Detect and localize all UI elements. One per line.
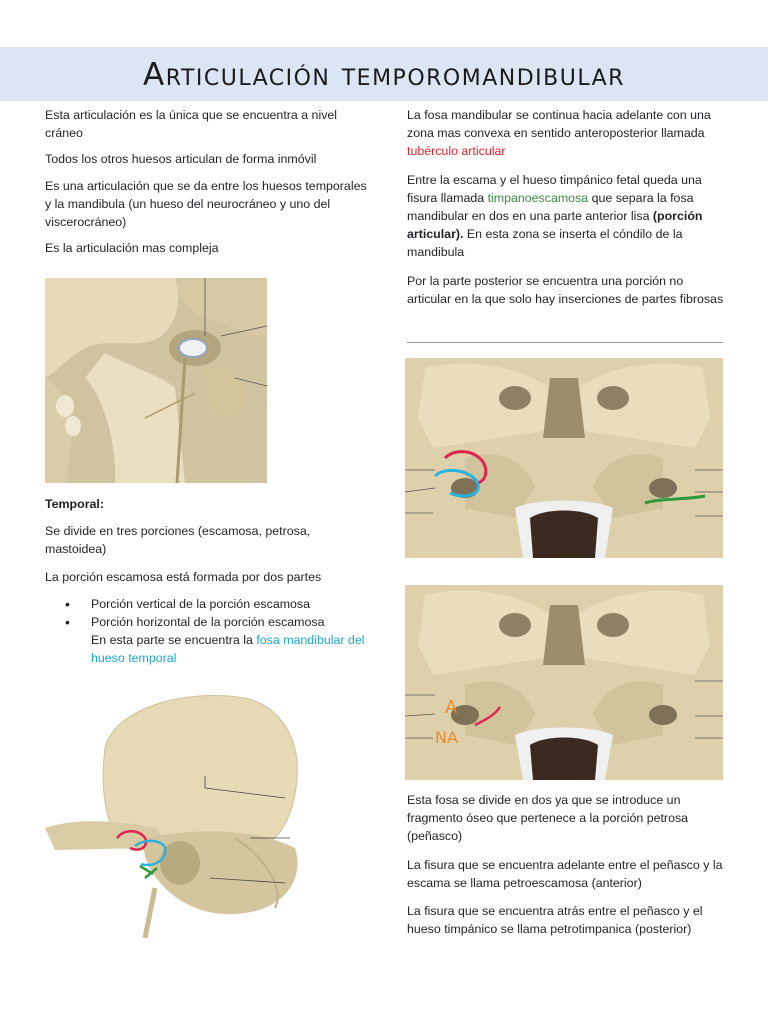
paragraph-text: que separa la fosa mandibular en dos en una parte anterior lisa [407,190,694,224]
temporal-bone-figure [45,688,307,938]
divider [407,342,723,343]
list-item [45,613,370,668]
paragraph: La fisura que se encuentra adelante entre el peñasco y la escama se llama petroescamosa (anterior) [407,857,723,890]
highlight-timpanoescamosa: timpanoescamosa [487,190,589,205]
paragraph: Esta articulación es la única que se encuentra a nivel cráneo [45,108,338,141]
tmj-lateral-figure [45,278,267,483]
paragraph: Todos los otros huesos articulan de forma inmóvil [45,152,317,167]
paragraph: La porción escamosa está formada por dos partes [45,569,322,584]
skull-base-figure-1 [405,358,723,558]
section-heading: Temporal: [45,497,104,511]
paragraph: Es una articulación que se da entre los huesos temporales y la mandibula (un hueso del neurocráneo y uno del viscerocráneo) [45,178,367,230]
bullet-list [45,595,370,668]
highlight-tuberculo-articular: tubérculo articular [407,144,506,159]
temporal-bone-illustration [45,688,307,938]
paragraph: Esta fosa se divide en dos ya que se introduce un fragmento óseo que pertenece a la porción petrosa (peñasco) [407,793,689,844]
highlight-fosa-mandibular: fosa mandibular del hueso temporal [91,633,365,666]
paragraph: Por la parte posterior se encuentra una porción no articular en la que solo hay inserciones de partes fibrosas [407,273,724,306]
skull-base-illustration-1 [405,358,723,558]
paragraph-text: La fosa mandibular se continua hacia adelante con una zona mas convexa en sentido anteroposterior llamada [407,108,711,141]
right-bottom-block [407,791,725,938]
bold-porcion-articular: (porción articular). [407,209,703,242]
skull-base-illustration-2 [405,585,723,780]
tmj-lateral-illustration [45,278,267,483]
annotation-label-a: A [445,697,458,718]
list-item: • Porción vertical de la porción escamosa [45,595,370,613]
left-temporal-block [45,495,370,668]
page-title: Articulación temporomandibular [143,57,625,93]
left-intro-block [45,106,370,257]
bullet-text: Porción horizontal de la porción escamosa [91,615,325,630]
paragraph-text: En esta zona se inserta el cóndilo de la mandibula [407,227,683,260]
paragraph [407,171,725,262]
bullet-text: En esta parte se encuentra la [91,633,257,648]
paragraph: Se divide en tres porciones (escamosa, petrosa, mastoidea) [45,524,311,557]
paragraph [407,106,725,161]
paragraph: La fisura que se encuentra atrás entre el peñasco y el hueso timpánico se llama petrotimpanica (posterior) [407,904,703,937]
skull-base-figure-2 [405,585,723,780]
right-top-block [407,106,725,308]
paragraph: Es la articulación mas compleja [45,241,219,256]
annotation-label-na: NA [435,728,458,747]
paragraph-text: Entre la escama y el hueso timpánico fetal queda una fisura llamada [407,172,702,205]
